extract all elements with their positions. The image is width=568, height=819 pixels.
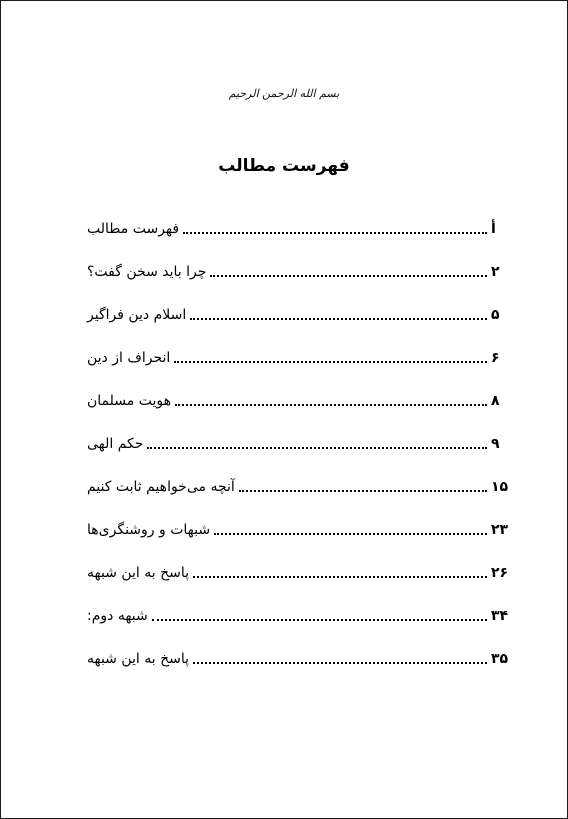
toc-entry-page: ۲۶ — [491, 564, 509, 581]
dot-leader — [147, 447, 487, 449]
toc-entry-text: فهرست مطالب — [87, 220, 180, 237]
toc-entry — [83, 250, 511, 293]
toc-entry — [83, 207, 511, 250]
toc-title: فهرست مطالب — [218, 156, 350, 176]
toc-entry-page: ۲۳ — [491, 521, 509, 538]
toc-entry-page: ۹ — [491, 435, 500, 452]
toc-entry — [83, 336, 511, 379]
dot-leader — [174, 361, 487, 363]
dot-leader — [214, 533, 487, 535]
toc-entry — [83, 594, 511, 637]
toc-entry-page: ۶ — [491, 349, 500, 366]
dot-leader — [190, 318, 487, 320]
dot-leader — [152, 619, 487, 621]
toc-entry-page: ۲ — [491, 263, 500, 280]
toc-entry-text: هویت مسلمان — [87, 392, 171, 409]
dot-leader — [183, 232, 487, 234]
toc-entry-page: ۳۵ — [491, 650, 509, 667]
toc-entry-text: پاسخ به این شبهه — [87, 650, 190, 667]
toc-entry — [83, 551, 511, 594]
table-of-contents — [83, 207, 511, 680]
toc-entry — [83, 293, 511, 336]
bismillah-calligraphy: بسم الله الرحمن الرحیم — [228, 87, 340, 100]
dot-leader — [175, 404, 487, 406]
toc-entry — [83, 637, 511, 680]
toc-entry-page: ۸ — [491, 392, 500, 409]
toc-entry-text: پاسخ به این شبهه — [87, 564, 190, 581]
toc-entry-page: أ — [491, 220, 496, 237]
toc-entry — [83, 422, 511, 465]
toc-entry-page: ۱۵ — [491, 478, 509, 495]
toc-entry — [83, 465, 511, 508]
toc-entry-text: اسلام دین فراگیر — [87, 306, 187, 323]
toc-entry-page: ۵ — [491, 306, 500, 323]
dot-leader — [193, 576, 487, 578]
toc-entry-text: انحراف از دین — [87, 349, 171, 366]
toc-entry-text: چرا باید سخن گفت؟ — [87, 263, 207, 280]
toc-entry — [83, 508, 511, 551]
toc-entry-text: حکم الهی — [87, 435, 144, 452]
dot-leader — [239, 490, 487, 492]
dot-leader — [210, 275, 487, 277]
toc-entry-page: ۳۴ — [491, 607, 509, 624]
dot-leader — [193, 662, 487, 664]
toc-entry-text: آنچه می‌خواهیم ثابت کنیم — [87, 478, 235, 495]
toc-entry-text: شبهات و روشنگری‌ها — [87, 521, 211, 538]
toc-entry — [83, 379, 511, 422]
toc-entry-text: شبهه دوم: — [87, 607, 148, 624]
